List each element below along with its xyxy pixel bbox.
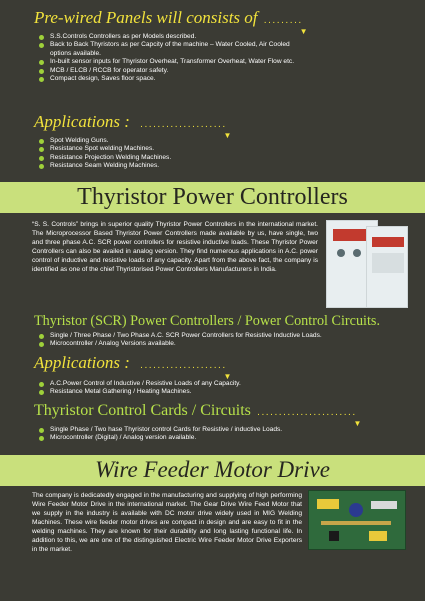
- circuit-board-image: [308, 490, 406, 550]
- component: [317, 499, 339, 509]
- green-dot-icon: [39, 334, 44, 339]
- list-item: S.S.Controls Controllers as per Models described.: [36, 33, 306, 41]
- dotted-arrow-icon: ········· ▼: [263, 17, 309, 36]
- applications-list-1: [36, 137, 236, 171]
- band-title-thyristor: Thyristor Power Controllers: [77, 184, 348, 210]
- green-dot-icon: [39, 35, 44, 40]
- green-dot-icon: [39, 382, 44, 387]
- list-item: A.C.Power Control of Inductive / Resistive Loads of any Capacity.: [36, 380, 336, 388]
- section-title-cards: Thyristor Control Cards / Circuits: [34, 402, 251, 419]
- green-dot-icon: [39, 164, 44, 169]
- green-dot-icon: [39, 428, 44, 433]
- list-item: Microcontroller (Digital) / Analog version available.: [36, 434, 366, 442]
- dotted-arrow-icon: ···················· ▼: [139, 121, 233, 140]
- component: [369, 531, 387, 541]
- green-dot-icon: [39, 60, 44, 65]
- section-title-prewired: Pre-wired Panels will consists of: [34, 8, 258, 27]
- section-header-prewired: [34, 8, 309, 36]
- keypad: [372, 253, 404, 273]
- list-item: Resistance Projection Welding Machines.: [36, 154, 236, 162]
- list-item: Compact design, Saves floor space.: [36, 75, 306, 83]
- green-dot-icon: [39, 390, 44, 395]
- controller-image-right: [366, 226, 408, 308]
- green-dot-icon: [39, 43, 44, 48]
- green-dot-icon: [39, 77, 44, 82]
- list-item: Resistance Metal Gathering / Heating Machines.: [36, 388, 336, 396]
- dotted-arrow-icon: ···················· ▼: [139, 362, 233, 381]
- list-item: Spot Welding Guns.: [36, 137, 236, 145]
- section-header-cards: [34, 402, 363, 428]
- green-dot-icon: [39, 147, 44, 152]
- green-dot-icon: [39, 342, 44, 347]
- list-item: MCB / ELCB / RCCB for operator safety.: [36, 67, 306, 75]
- section-header-applications-1: [34, 112, 233, 140]
- list-item: Single / Three Phase / Two Phase A.C. SCR Power Controllers for Resistive Inductive Loads.: [36, 332, 396, 340]
- section-header-applications-2: [34, 353, 233, 381]
- list-item: Single Phase / Two hase Thyristor control Cards for Resistive / inductive Loads.: [36, 426, 366, 434]
- band-title-wire-feeder: Wire Feeder Motor Drive: [95, 457, 330, 482]
- prewired-list: [36, 33, 306, 83]
- outro-paragraph: The company is dedicatedly engaged in the manufacturing and supplying of high performing Wire Feeder Motor Drive in the international market. The Gear Drive Wire Feed Motor that we supply in the industry is available with DC motor drive widely used in MIG Welding Machines. These wire feeder motor drives are compact in design and are easy to fit in the welding machines. They are known for their durability and long lasting functional life. In addition to this, we are one of the distinguished Electric Wire Feeder Motor Drive Exporters in the market.: [32, 492, 302, 553]
- section-header-scr: [34, 313, 380, 330]
- component: [371, 501, 397, 509]
- cards-list: [36, 426, 366, 443]
- scr-list: [36, 332, 396, 349]
- component: [321, 521, 391, 525]
- section-title-scr: Thyristor (SCR) Power Controllers / Power Control Circuits.: [34, 313, 381, 329]
- list-item: Back to Back Thyristors as per Capcity of the machine – Water Cooled, Air Cooled options available.: [36, 41, 306, 58]
- section-title-applications: Applications :: [34, 353, 130, 372]
- list-item: Resistance Spot welding Machines.: [36, 145, 236, 153]
- applications-list-2: [36, 380, 336, 397]
- intro-paragraph: “S. S. Controls” brings in superior quality Thyristor Power Controllers in the international market. The Microprocessor Based Thyristor Power Controllers made available by us, have single, two and three phase A.C. SCR power controllers for resistive inductive loads. These Thyristor Power Controllers can also be availed in analog version. They find numerous applications in A.C. power control of inductive and resistive loads of any capacity. Apart from the above fact, the company is identified as one of the chief Thyristorised Power Controllers Manufacturers in India.: [32, 221, 318, 273]
- section-title-applications: Applications :: [34, 112, 130, 131]
- green-dot-icon: [39, 139, 44, 144]
- list-item: Microcontroller / Analog Versions available.: [36, 340, 396, 348]
- knob-icon: [337, 249, 345, 257]
- list-item: In-built sensor inputs for Thyristor Overheat, Transformer Overheat, Water Flow etc.: [36, 58, 306, 66]
- green-dot-icon: [39, 156, 44, 161]
- dotted-arrow-icon: ······················· ▼: [256, 409, 363, 428]
- list-item: Resistance Seam Welding Machines.: [36, 162, 236, 170]
- knob-icon: [353, 249, 361, 257]
- green-dot-icon: [39, 69, 44, 74]
- component: [349, 503, 363, 517]
- component: [329, 531, 339, 541]
- green-dot-icon: [39, 436, 44, 441]
- display-panel: [372, 237, 404, 247]
